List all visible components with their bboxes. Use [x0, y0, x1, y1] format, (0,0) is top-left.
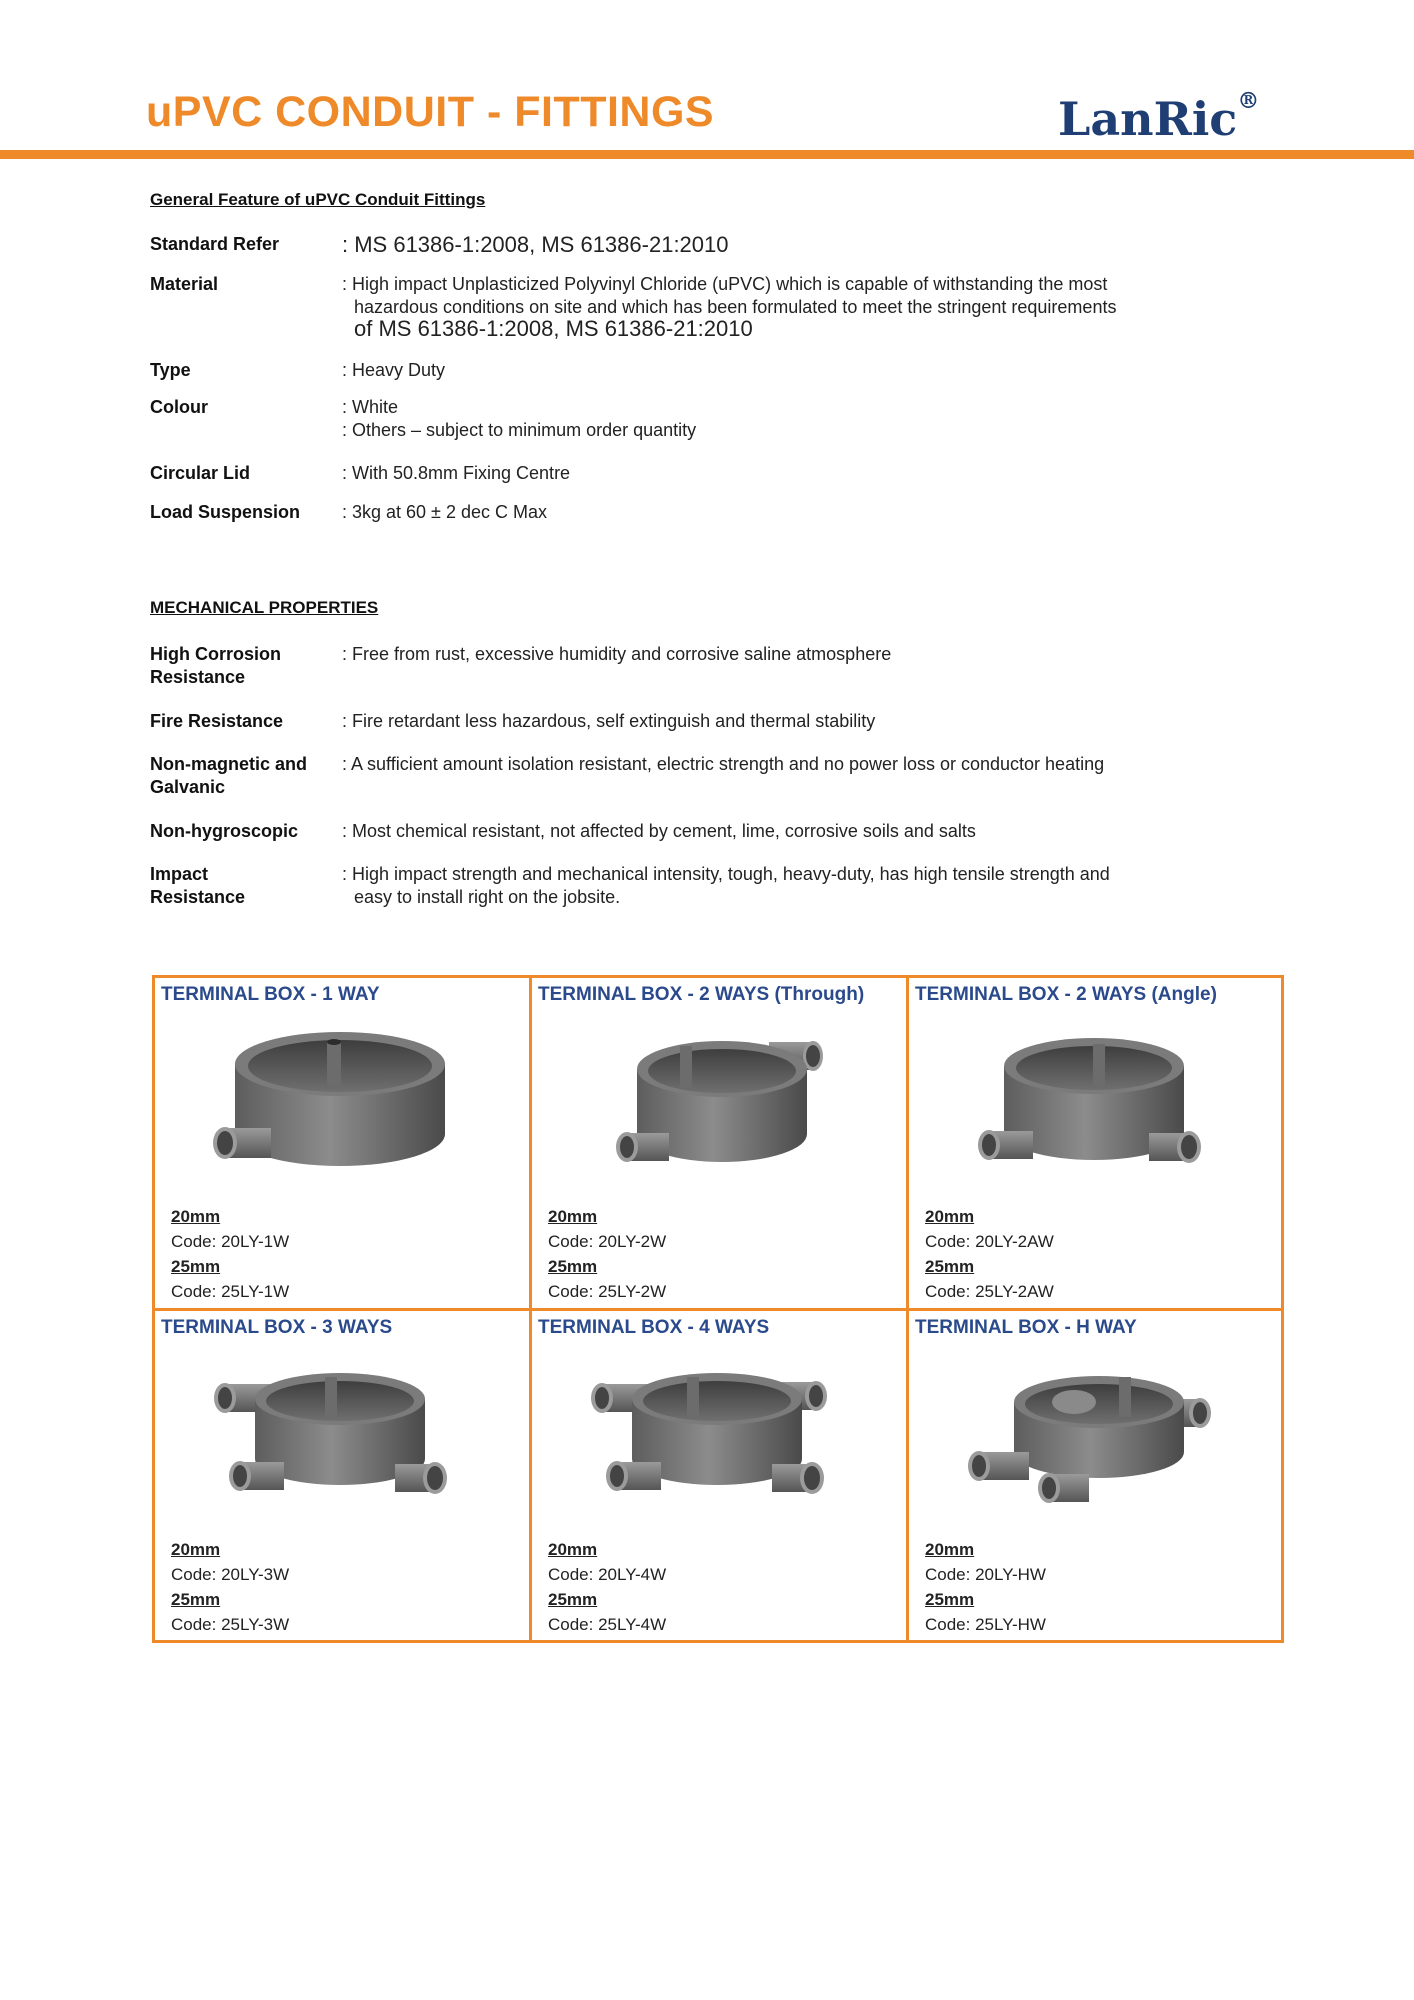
- mechanical-properties-heading: MECHANICAL PROPERTIES: [150, 598, 379, 617]
- product-title: TERMINAL BOX - 1 WAY: [161, 984, 380, 1005]
- terminal-box-1-way-image: [205, 1024, 475, 1174]
- product-codes: 20mm Code: 20LY-4W 25mm Code: 25LY-4W: [548, 1540, 667, 1634]
- product-card-4-ways: [532, 1311, 909, 1640]
- product-card-3-ways: [155, 1311, 532, 1640]
- spec-label: Colour: [150, 397, 208, 417]
- mech-value: : Free from rust, excessive humidity and corrosive saline atmosphere: [342, 644, 892, 664]
- mech-label: High Corrosion Resistance: [150, 644, 281, 687]
- spec-label: Material: [150, 274, 219, 294]
- spec-label: Standard Refer: [150, 234, 280, 254]
- product-codes: 20mm Code: 20LY-1W 25mm Code: 25LY-1W: [171, 1207, 290, 1301]
- spec-value: : With 50.8mm Fixing Centre: [342, 463, 571, 483]
- mech-value: : High impact strength and mechanical intensity, tough, heavy-duty, has high tensile strength and easy to install right on the jobsite.: [342, 864, 1110, 907]
- mech-value: : A sufficient amount isolation resistant, electric strength and no power loss or conductor heating: [342, 754, 1105, 774]
- product-codes: 20mm Code: 20LY-2AW 25mm Code: 25LY-2AW: [925, 1207, 1054, 1301]
- product-title: TERMINAL BOX - H WAY: [915, 1317, 1137, 1338]
- page-title: uPVC CONDUIT - FITTINGS: [146, 88, 715, 136]
- brand-name: LanRic: [1058, 92, 1238, 146]
- terminal-box-2-ways-through-image: [582, 1024, 852, 1174]
- spec-value: : White : Others – subject to minimum order quantity: [342, 397, 697, 440]
- mech-value: : Fire retardant less hazardous, self extinguish and thermal stability: [342, 711, 876, 731]
- spec-label: Type: [150, 360, 191, 380]
- terminal-box-4-ways-image: [582, 1357, 852, 1507]
- product-title: TERMINAL BOX - 2 WAYS (Through): [538, 984, 865, 1005]
- product-codes: 20mm Code: 20LY-HW 25mm Code: 25LY-HW: [925, 1540, 1046, 1634]
- terminal-box-3-ways-image: [205, 1357, 475, 1507]
- product-grid: [152, 975, 1284, 1643]
- header-divider: [0, 150, 1414, 159]
- spec-value: : MS 61386-1:2008, MS 61386-21:2010: [342, 232, 729, 257]
- spec-label: Load Suspension: [150, 502, 301, 522]
- product-card-2-ways-angle: [909, 978, 1281, 1311]
- spec-value: : High impact Unplasticized Polyvinyl Chloride (uPVC) which is capable of withstanding the most hazardous conditions on site and which has been formulated to meet the stringent requirements of MS 61386-1:2008, MS 61386-21:2010: [342, 274, 1117, 341]
- spec-value: : 3kg at 60 ± 2 dec C Max: [342, 502, 547, 522]
- product-card-h-way: [909, 1311, 1281, 1640]
- mech-label: Non-hygroscopic: [150, 821, 299, 841]
- mech-label: Fire Resistance: [150, 711, 284, 731]
- registered-mark: ®: [1237, 88, 1260, 114]
- spec-label: Circular Lid: [150, 463, 251, 483]
- mech-label: Impact Resistance: [150, 864, 246, 907]
- product-title: TERMINAL BOX - 2 WAYS (Angle): [915, 984, 1217, 1005]
- terminal-box-h-way-image: [959, 1357, 1229, 1507]
- mech-value: : Most chemical resistant, not affected by cement, lime, corrosive soils and salts: [342, 821, 976, 841]
- product-title: TERMINAL BOX - 3 WAYS: [161, 1317, 393, 1338]
- product-title: TERMINAL BOX - 4 WAYS: [538, 1317, 770, 1338]
- product-codes: 20mm Code: 20LY-2W 25mm Code: 25LY-2W: [548, 1207, 667, 1301]
- brand-logo: [1058, 88, 1260, 146]
- general-features-heading: General Feature of uPVC Conduit Fittings: [150, 190, 486, 209]
- terminal-box-2-ways-angle-image: [959, 1024, 1229, 1174]
- product-codes: 20mm Code: 20LY-3W 25mm Code: 25LY-3W: [171, 1540, 290, 1634]
- product-card-2-ways-through: [532, 978, 909, 1311]
- spec-value: : Heavy Duty: [342, 360, 446, 380]
- product-card-1-way: [155, 978, 532, 1311]
- mech-label: Non-magnetic and Galvanic: [150, 754, 308, 797]
